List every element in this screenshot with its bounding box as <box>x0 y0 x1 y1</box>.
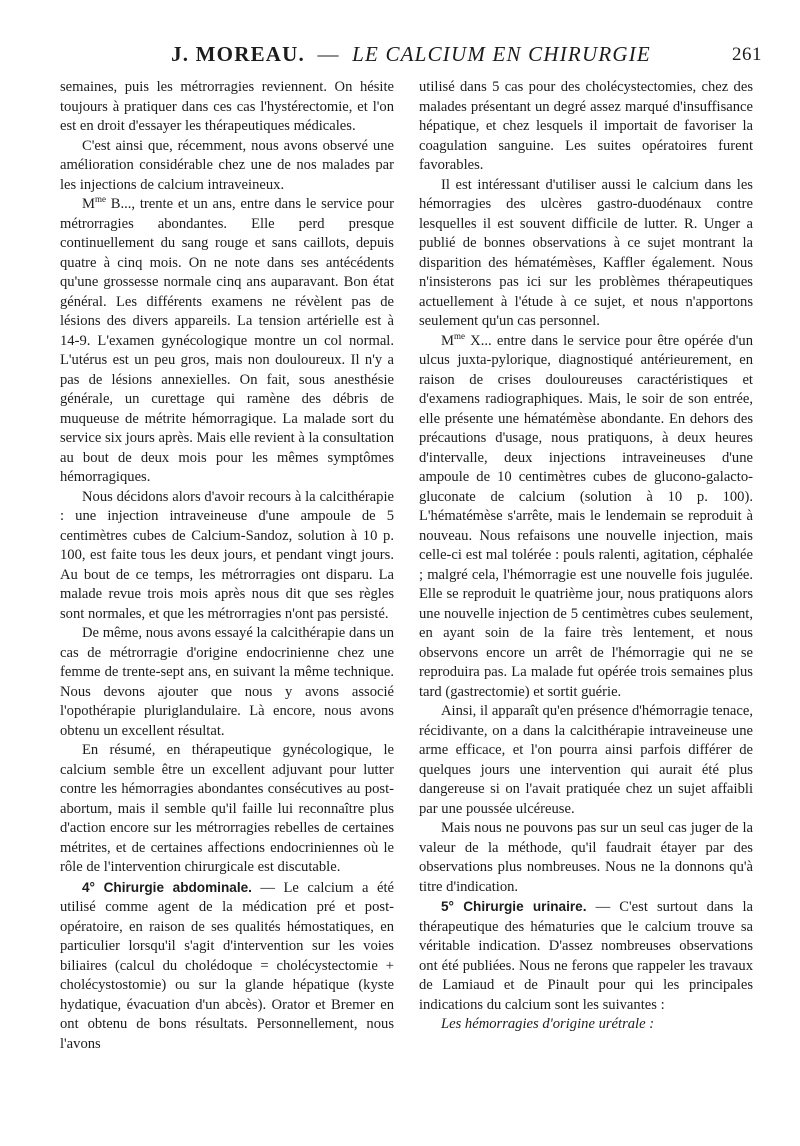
running-head <box>60 38 762 78</box>
patient-title-superscript: me <box>453 330 465 341</box>
patient-title-superscript: me <box>94 194 106 205</box>
section-text: — Le calcium a été utilisé comme agent de la médication pré et post-opératoire, en raison de ses qualités hémostatiques, en particulier lorsqu'il s'agit d'intervention sur les voies biliaires (calcul du cholédoque = cholécystectomie + cholécystostomie) ou sur la glande hépatique (kyste hydatique, évacuation d'un abcès). Orator et Bremer en ont obtenu de bons résultats. Personnellement, nous l'avons <box>60 879 394 1052</box>
section-heading: 4° Chirurgie abdominale. <box>82 879 252 895</box>
paragraph: En résumé, en thérapeutique gynécologique, le calcium semble être un excellent adjuvant pour lutter contre les hémorragies abondantes consécutives au post-abortum, mais il semble qu'il faille lui reconnaître plus d'action encore sur les métrorragies rebelles de certaines métrites, et de certaines affections endocriniennes où le rôle de l'intervention chirurgicale est discutable. <box>60 742 394 875</box>
paragraph: semaines, puis les métrorragies reviennent. On hésite toujours à pratiquer dans ces cas l'hystérectomie, et l'on est en droit d'essayer les thérapeutiques médicales. <box>60 79 394 134</box>
subheading: Les hémorragies d'origine urétrale : <box>441 1016 655 1032</box>
paragraph: Il est intéressant d'utiliser aussi le calcium dans les hémorragies des ulcères gastro-duodénaux contre lesquelles il est souvent difficile de lutter. R. Unger a publié de bonnes observations à ce sujet montrant la disparition des hématémèses, Kaffler également. Nous n'insisterons pas ici sur les problèmes thérapeutiques actuellement à l'étude à ce sujet, et nous n'apportons seulement qu'un cas personnel. <box>419 176 753 329</box>
running-title <box>60 42 762 67</box>
paragraph: Nous décidons alors d'avoir recours à la calcithérapie : une injection intraveineuse d'une ampoule de 5 centimètres cubes de Calcium-Sandoz, solution à 10 p. 100, est faite tous les deux jours, et pendant vingt jours. Au bout de ce temps, les métrorragies ont disparu. La malade revue trois mois après nous dit que ses règles sont normales, et que les métrorragies n'ont pas persisté. <box>60 488 394 622</box>
paragraph: utilisé dans 5 cas pour des cholécystectomies, chez des malades présentant un degré assez marqué d'insuffisance hépatique, et chez lesquels il importait de favoriser la coagulation sanguine. Les suites opératoires furent favorables. <box>419 79 753 173</box>
case-report-paragraph <box>419 332 753 703</box>
patient-title: M <box>82 196 95 212</box>
paragraph: De même, nous avons essayé la calcithérapie dans un cas de métrorragie d'origine endocrinienne chez une femme de trente-sept ans, en suivant la même technique. Nous devons ajouter que nous y avons associé l'opothérapie pluriglandulaire. Là encore, nous avons obtenu un excellent résultat. <box>60 625 394 739</box>
case-report-text: B..., trente et un ans, entre dans le service pour métrorragies abondantes. Elle perd presque continuellement du sang rouge et sans caillots, depuis quatre à cinq mois. On ne note dans ses antécédents qu'une grossesse normale cinq ans auparavant. Bon état général. Les différents examens ne révèlent pas de lésions des divers appareils. La tension artérielle est à 14-9. L'examen gynécologique montre un col normal. L'utérus est un peu gros, mais non douloureux. Il n'y a pas de lésions annexielles. On fait, sous anesthésie générale, un curettage qui ramène des débris de muqueuse de métrite hémorragique. La malade sort du service six jours après. Mais elle revient à la consultation au bout de deux mois pour les mêmes symptômes hémorragiques. <box>60 196 394 485</box>
header-title: LE CALCIUM EN CHIRURGIE <box>352 42 651 66</box>
right-column <box>419 78 753 1035</box>
page-number: 261 <box>732 44 762 65</box>
paragraph: Mais nous ne pouvons pas sur un seul cas juger de la valeur de la méthode, qu'il faudrait étayer par des observations plus nombreuses. Nous ne la donnons qu'à titre d'indication. <box>419 820 753 895</box>
case-report-paragraph <box>60 195 394 488</box>
case-report-text: X... entre dans le service pour être opérée d'un ulcus juxta-pylorique, diagnostiqué antérieurement, en raison de crises douloureuses caractéristiques et d'examens radiographiques. Mais, le soir de son entrée, elle présente une hématémèse abondante. En dehors des précautions d'usage, nous pratiquons, à deux heures d'intervalle, deux injections intraveineuses d'une ampoule de 10 centimètres cubes de glucono-galacto-gluconate de calcium (solution à 10 p. 100). L'hématémèse s'arrête, mais le lendemain se reproduit à nouveau. Nous refaisons une nouvelle injection, mais celle-ci est mal tolérée : pouls ralenti, agitation, céphalée ; malgré cela, l'hémorragie est une nouvelle fois jugulée. Elle se reproduit le quatrième jour, nous pratiquons alors une nouvelle injection de 5 centimètres cubes seulement, en ayant soin de la faire très lentement, et nous observons encore un arrêt de l'hémorragie qui ne se reproduira pas. La malade fut opérée trois semaines plus tard (gastrectomie) et sortit guérie. <box>419 332 753 700</box>
section-paragraph <box>60 878 394 1055</box>
section-text: — C'est surtout dans la thérapeutique des hématuries que le calcium trouve sa véritable indication. D'assez nombreuses observations ont été publiées. Nous ne ferons que rappeler les travaux de Lamiaud et de Pinault pour qui les principales indications du calcium sont les suivantes : <box>419 899 753 1013</box>
section-heading: 5° Chirurgie urinaire. <box>441 899 587 914</box>
patient-title: M <box>441 332 454 349</box>
left-column <box>60 78 394 1054</box>
paragraph: C'est ainsi que, récemment, nous avons observé une amélioration considérable chez une de nos malades par les injections de calcium intraveineux. <box>60 137 394 193</box>
header-author: J. MOREAU. <box>171 42 305 66</box>
section-paragraph <box>419 897 753 1015</box>
paragraph: Ainsi, il apparaît qu'en présence d'hémorragie tenace, récidivante, on a dans la calcithérapie intraveineuse une arme efficace, et l'on pourra ainsi parfois différer de quelques jours une intervention qui aurait été plus dangereuse si on l'avait pratiquée chez un sujet affaibli par une poussée ulcéreuse. <box>419 703 753 817</box>
header-separator: — <box>317 42 340 66</box>
